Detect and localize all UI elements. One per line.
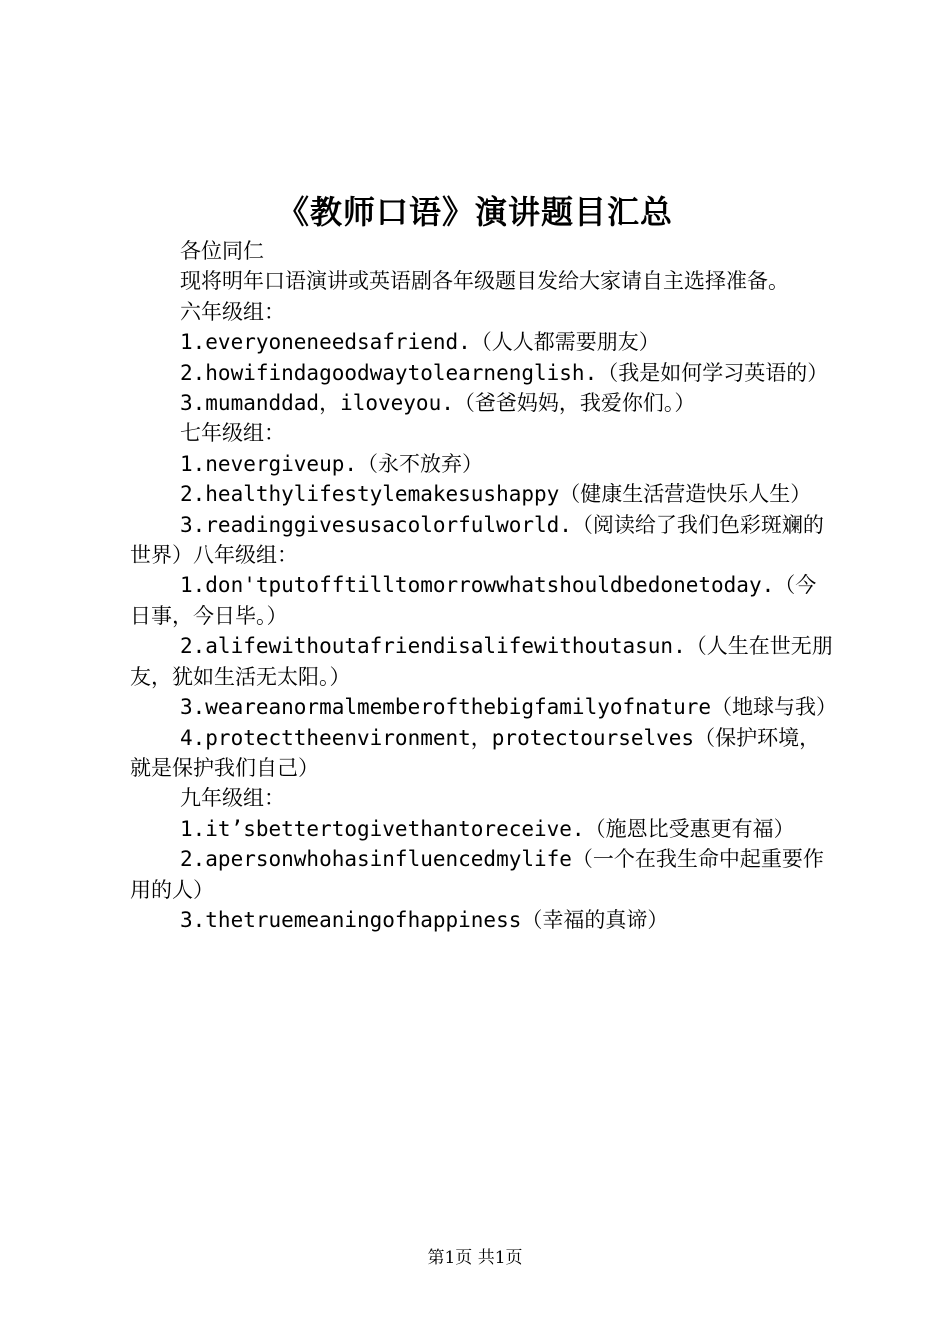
grade-seven-heading: 七年级组： <box>180 421 285 446</box>
topic-item: 4.protecttheenvironment，protectourselves（保护环境，就是保护我们自己） <box>130 725 821 780</box>
topic-item: 1.everyoneneedsafriend.（人人都需要朋友） <box>180 330 660 355</box>
grade-six-heading: 六年级组： <box>180 299 285 324</box>
paragraph-intro: 现将明年口语演讲或英语剧各年级题目发给大家请自主选择准备。 <box>180 269 789 294</box>
document-title: 《教师口语》演讲题目汇总 <box>276 193 673 231</box>
topic-item: 2.apersonwhohasinfluencedmylife（一个在我生命中起重要作用的人） <box>130 847 824 902</box>
document-body <box>130 236 838 935</box>
grade-nine-heading: 九年级组： <box>180 786 285 811</box>
topic-item: 3.mumanddad，iloveyou.（爸爸妈妈，我爱你们。） <box>180 391 696 416</box>
topic-item: 1.it’sbettertogivethantoreceive.（施恩比受惠更有福） <box>180 816 795 841</box>
topic-item: 1.don'tputofftilltomorrowwhatshouldbedonetoday.（今日事，今日毕。） <box>130 573 817 628</box>
topic-item: 2.alifewithoutafriendisalifewithoutasun.（人生在世无朋友，犹如生活无太阳。） <box>130 634 833 689</box>
topic-item: 2.howifindagoodwaytolearnenglish.（我是如何学习英语的） <box>180 360 829 385</box>
topic-item: 3.weareanormalmemberofthebigfamilyofnature（地球与我） <box>180 695 838 720</box>
page-footer: 第1页 共1页 <box>427 1248 523 1268</box>
topic-item: 2.healthylifestylemakesushappy（健康生活营造快乐人生） <box>180 482 812 507</box>
topic-item: 3.thetruemeaningofhappiness（幸福的真谛） <box>180 907 669 932</box>
topic-item: 3.readinggivesusacolorfulworld.（阅读给了我们色彩斑斓的世界）八年级组： <box>130 512 824 568</box>
paragraph-greeting: 各位同仁 <box>180 239 264 263</box>
topic-item: 1.nevergiveup.（永不放弃） <box>180 451 484 476</box>
